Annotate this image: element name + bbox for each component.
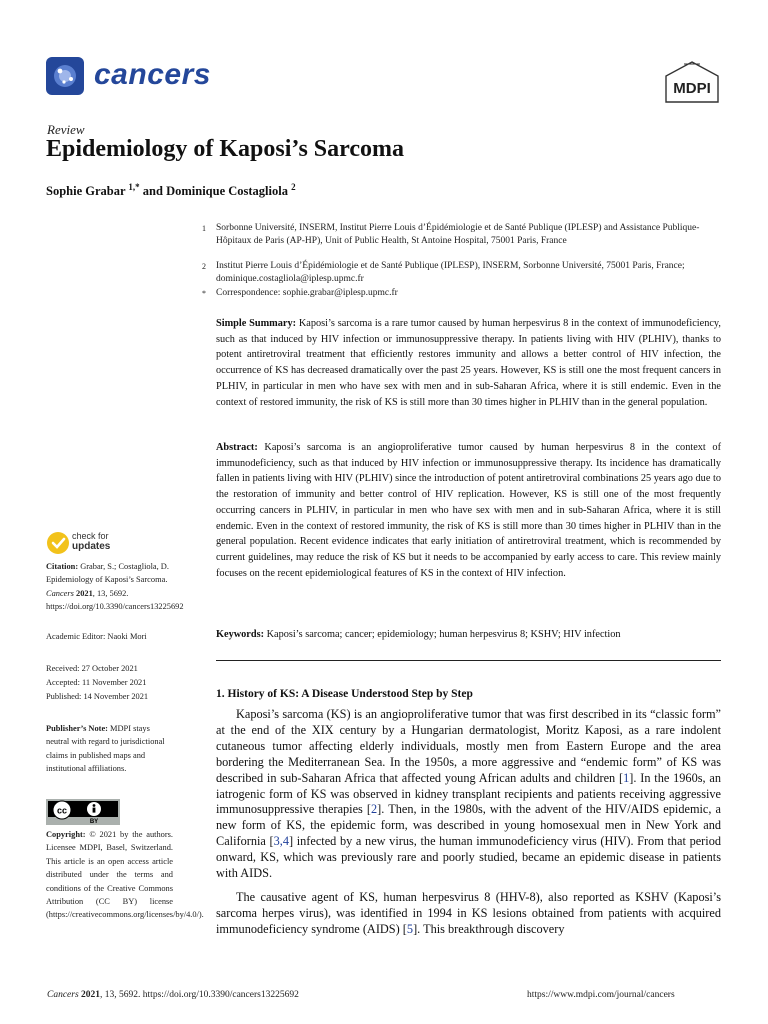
body-text-run: ]. In the 1960s, an iatrogenic form of KS was observed in kidney transplant recipients and patients receiving aggressive immunosuppressive therapies [ xyxy=(216,770,722,817)
keywords xyxy=(216,627,721,643)
mdpi-logo xyxy=(664,60,720,104)
affiliation-text: Institut Pierre Louis d’Épidémiologie et de Santé Publique (IPLESP), INSERM, Sorbonne Université, 75001 Paris, France; dominique.costagliola@iplesp.upmc.fr xyxy=(216,261,685,285)
body-text-run: ] infected by a new virus, the human immunodeficiency virus (HIV). From that period onward, KS, which was previously rare and poorly studied, became an epidemic disease in patients with AIDS. xyxy=(216,834,721,881)
affiliation-1 xyxy=(202,222,716,248)
check-for-updates-line2: updates xyxy=(72,540,111,552)
published-date: Published: 14 November 2021 xyxy=(46,692,149,701)
svg-text:cc: cc xyxy=(56,805,68,816)
footer-doi[interactable]: , 13, 5692. https://doi.org/10.3390/cancers13225692 xyxy=(100,990,299,1000)
citation-journal: Cancers xyxy=(46,588,74,598)
section-heading: 1. History of KS: A Disease Understood Step by Step xyxy=(216,688,473,700)
affiliation-text: Sorbonne Université, INSERM, Institut Pierre Louis d’Épidémiologie et de Santé Publique (IPLESP) and Assistance Publique-Hôpitaux de Paris (AP-HP), Unit of Public Health, St Antoine Hospital, 75001 Paris, France xyxy=(216,223,700,247)
citation-label: Citation: xyxy=(46,562,79,571)
keywords-text: Kaposi’s sarcoma; cancer; epidemiology; human herpesvirus 8; KSHV; HIV infection xyxy=(264,629,621,640)
body-text-run: The causative agent of KS, human herpesvirus 8 (HHV-8), also reported as KSHV (Kaposi’s sarcoma herpes virus), was identified in 1994 in KS lesions obtained from patients with acquired immunodeficiency syndrome (AIDS) [ xyxy=(216,890,721,936)
abstract xyxy=(216,440,721,581)
simple-summary-label: Simple Summary: xyxy=(216,318,297,329)
body-paragraph-1 xyxy=(216,707,721,882)
article-type: Review xyxy=(47,122,85,137)
author-name[interactable]: Dominique Costagliola xyxy=(166,184,288,199)
keywords-label: Keywords: xyxy=(216,629,265,640)
citation xyxy=(46,560,184,614)
section-divider xyxy=(216,660,721,661)
check-for-updates-line1: check for xyxy=(72,531,109,541)
footer-citation xyxy=(47,990,299,1000)
body-text-run: Kaposi’s sarcoma (KS) is an angioproliferative tumor that was first described in its “classic form” at the end of the XIX century by a Hungarian dermatologist, Moritz Kaposi, as a rare indolent cutaneous tumor affecting elderly individuals, mostly men from Eastern Europe and the area bordering the Mediterranean Sea. In the 1950s, a more aggressive and “endemic form” of KS was described in sub-Saharan Africa that affected young African adults and children [ xyxy=(216,707,721,785)
academic-editor: Academic Editor: Naoki Mori xyxy=(46,632,147,641)
journal-name: cancers xyxy=(94,58,211,91)
body-text-run: ]. Then, in the 1980s, with the advent of the HIV/AIDS epidemic, a new form of KS, the epidemic form, was described in young homosexual men in New York and California [ xyxy=(216,802,721,849)
body-paragraph-2 xyxy=(216,890,721,938)
reference-link[interactable]: 5 xyxy=(406,921,414,936)
affiliation-2 xyxy=(202,260,716,286)
copyright-text: © 2021 by the authors. Licensee MDPI, Basel, Switzerland. This article is an open access article distributed under the terms and conditions of the Creative Commons Attribution (CC BY) license (https://creativecommons.org/licenses/by/4.0/). xyxy=(46,830,204,920)
author-affiliation-marker: 1,* xyxy=(128,182,140,192)
publishers-note-text: MDPI stays neutral with regard to jurisdictional claims in published maps and institutional affiliations. xyxy=(46,724,165,774)
affiliation-marker: 2 xyxy=(202,262,206,271)
reference-link[interactable]: 1 xyxy=(623,770,630,785)
affiliation-marker: * xyxy=(202,289,206,298)
author-affiliation-marker: 2 xyxy=(291,182,296,192)
simple-summary-text: Kaposi’s sarcoma is a rare tumor caused by human herpesvirus 8 in the context of immunodeficiency, such as that induced by HIV infection or immunosuppressive therapy. In patients living with HIV (PLHIV), thanks to potent antiretroviral treatment that efficiently restores immunity and allows a better control of HIV infection, the occurrence of KS has decreased dramatically over the past 25 years. However, KS is still one the most frequent cancers in PLHIV, in particular in men who have sex with men and in sub-Saharan Africa, where it is still endemic. Even in the context of restored immunity, the risk of KS is still more than 30 times higher in PLHIV than in the general population. xyxy=(216,318,721,408)
accepted-date: Accepted: 11 November 2021 xyxy=(46,678,147,687)
publishers-note xyxy=(46,722,173,776)
footer-year: 2021 xyxy=(78,990,101,1000)
author-name[interactable]: Sophie Grabar xyxy=(46,184,126,199)
publishers-note-label: Publisher’s Note: xyxy=(46,724,108,733)
reference-link[interactable]: 3,4 xyxy=(273,834,289,849)
affiliation-marker: 1 xyxy=(202,224,206,233)
abstract-label: Abstract: xyxy=(216,442,258,453)
journal-logo-icon xyxy=(46,57,84,95)
simple-summary xyxy=(216,316,721,410)
abstract-text: Kaposi’s sarcoma is an angioproliferative tumor caused by human herpesvirus 8 in the context of immunodeficiency, such as that induced by HIV infection or immunosuppressive therapy. Its incidence has dramatically fallen in patients living with HIV (PLHIV) since the introduction of potent antiretroviral combinations 25 years ago due to the restoration of immunity and better control of HIV replication. However, KS is still one of the most frequently occurring cancers in PLHIV, in particular in men who have sex with men and in sub-Saharan Africa, where it is still endemic. Even in the context of restored immunity, the risk of KS is still more than 30 times higher in PLHIV than in the general population. Recent evidence indicates that early initiation of antiretroviral treatment, which is recommended by current guidelines, may reduce the risk of KS but it needs to be accompanied by early access to care. This review mainly focuses on the recent epidemiological features of KS in the context of HIV infection. xyxy=(216,442,721,579)
citation-text: Grabar, S.; Costagliola, D. Epidemiology of Kaposi’s Sarcoma. xyxy=(46,562,169,585)
citation-doi[interactable]: , 13, 5692. https://doi.org/10.3390/cancers13225692 xyxy=(46,588,184,612)
cc-by-label: BY xyxy=(89,819,99,825)
footer-journal-url[interactable]: https://www.mdpi.com/journal/cancers xyxy=(527,990,675,1000)
article-title: Epidemiology of Kaposi’s Sarcoma xyxy=(46,136,405,162)
footer-journal: Cancers xyxy=(47,990,79,1000)
authors xyxy=(46,182,296,199)
body-text-run: ]. This breakthrough discovery xyxy=(413,921,565,936)
copyright-label: Copyright: xyxy=(46,830,86,839)
correspondence xyxy=(202,287,716,300)
citation-year: 2021 xyxy=(73,588,93,598)
copyright xyxy=(46,828,204,922)
publisher-name: MDPI xyxy=(673,80,711,97)
author-conjunction: and xyxy=(139,184,167,199)
cc-by-license-icon[interactable] xyxy=(46,799,120,825)
reference-link[interactable]: 2 xyxy=(371,802,378,817)
correspondence-text[interactable]: Correspondence: sophie.grabar@iplesp.upmc.fr xyxy=(216,288,398,298)
received-date: Received: 27 October 2021 xyxy=(46,664,138,673)
check-for-updates[interactable] xyxy=(72,531,110,552)
